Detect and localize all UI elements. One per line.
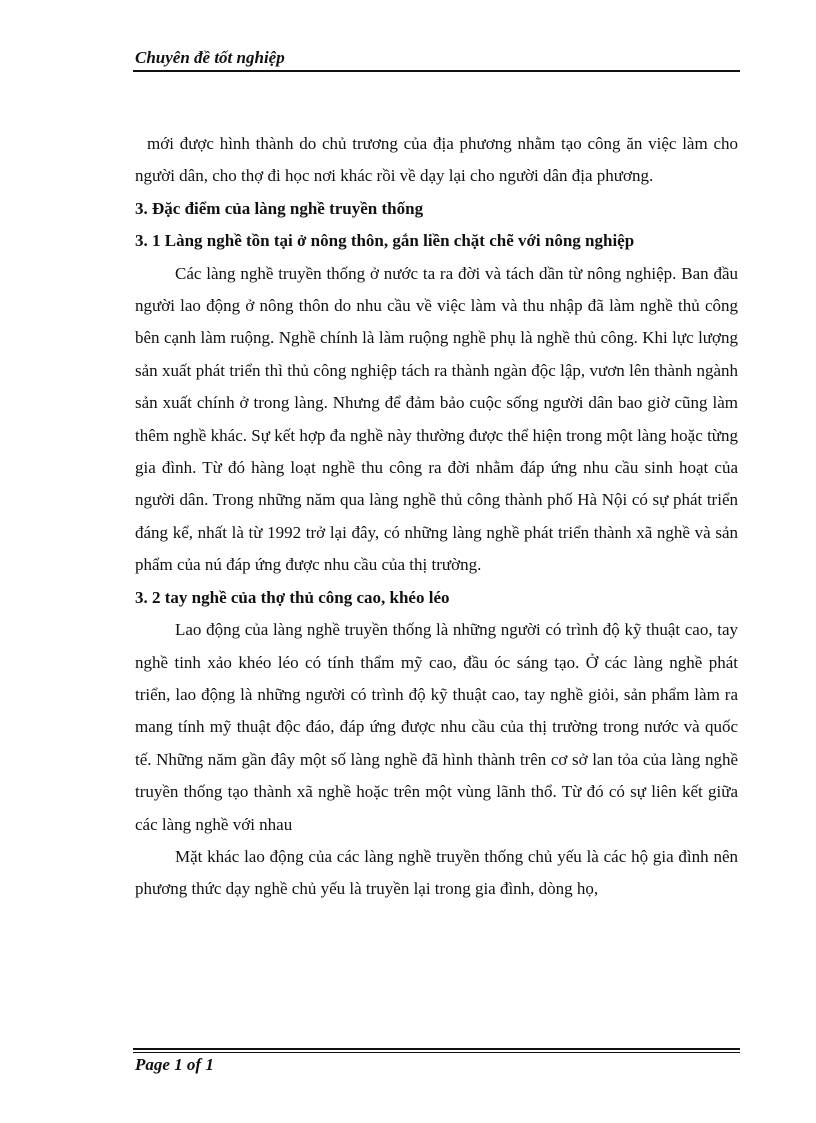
footer-rule-thin — [133, 1052, 740, 1053]
paragraph-3-2-continued: Mặt khác lao động của các làng nghề truyền thống chủ yếu là các hộ gia đình nên phương thức dạy nghề chủ yếu là truyền lại trong gia đình, dòng họ, — [135, 846, 738, 899]
subsection-heading-3-1: 3. 1 Làng nghề tồn tại ở nông thôn, gắn liền chặt chẽ với nông nghiệp — [135, 231, 635, 251]
subsection-heading-3-2: 3. 2 tay nghề của thợ thủ công cao, khéo léo — [135, 587, 450, 607]
document-body — [135, 128, 738, 906]
page-number: Page 1 of 1 — [135, 1055, 214, 1074]
header-rule — [133, 70, 740, 72]
paragraph-continuation: mới được hình thành do chủ trương của địa phương nhằm tạo công ăn việc làm cho người dân, cho thợ đi học nơi khác rồi về dạy lại cho người dân địa phương. — [135, 134, 738, 186]
section-heading: 3. Đặc điểm của làng nghề truyền thống — [135, 198, 424, 218]
paragraph-3-1: Các làng nghề truyền thống ở nước ta ra đời và tách dần từ nông nghiệp. Ban đầu người lao động ở nông thôn do nhu cầu về việc làm và thu nhập đã làm nghề thủ công bên cạnh làm ruộng. Nghề chính là làm ruộng nghề phụ là nghề thủ công. Khi lực lượng sản xuất phát triển thì thủ công nghiệp tách ra thành ngàn độc lập, vươn lên thành ngành sản xuất chính ở trong làng. Nhưng để đảm bảo cuộc sống người dân bao giờ cũng làm thêm nghề khác. Sự kết hợp đa nghề này thường được thể hiện trong một làng hoặc từng gia đình. Từ đó hàng loạt nghề thu công ra đời nhằm đáp ứng nhu cầu sinh hoạt của người dân. Trong những năm qua làng nghề thủ công thành phố Hà Nội có sự phát triển đáng kể, nhất là từ 1992 trở lại đây, có những làng nghề phát triển thành xã nghề và sản phẩm của nú đáp ứng được nhu cầu của thị trường. — [135, 263, 738, 575]
header-title: Chuyên đề tốt nghiệp — [135, 48, 285, 67]
footer-rule-thick — [133, 1048, 740, 1050]
paragraph-3-2: Lao động của làng nghề truyền thống là những người có trình độ kỹ thuật cao, tay nghề tinh xảo khéo léo có tính thẩm mỹ cao, đầu óc sáng tạo. Ở các làng nghề phát triển, lao động là những người có trình độ kỹ thuật cao, tay nghề giỏi, sản phẩm làm ra mang tính mỹ thuật độc đáo, đáp ứng được nhu cầu của thị trường trong nước và quốc tế. Những năm gần đây một số làng nghề đã hình thành trên cơ sở lan tỏa của làng nghề truyền thống tạo thành xã nghề hoặc trên một vùng lãnh thổ. Từ đó có sự liên kết giữa các làng nghề với nhau — [135, 620, 738, 834]
